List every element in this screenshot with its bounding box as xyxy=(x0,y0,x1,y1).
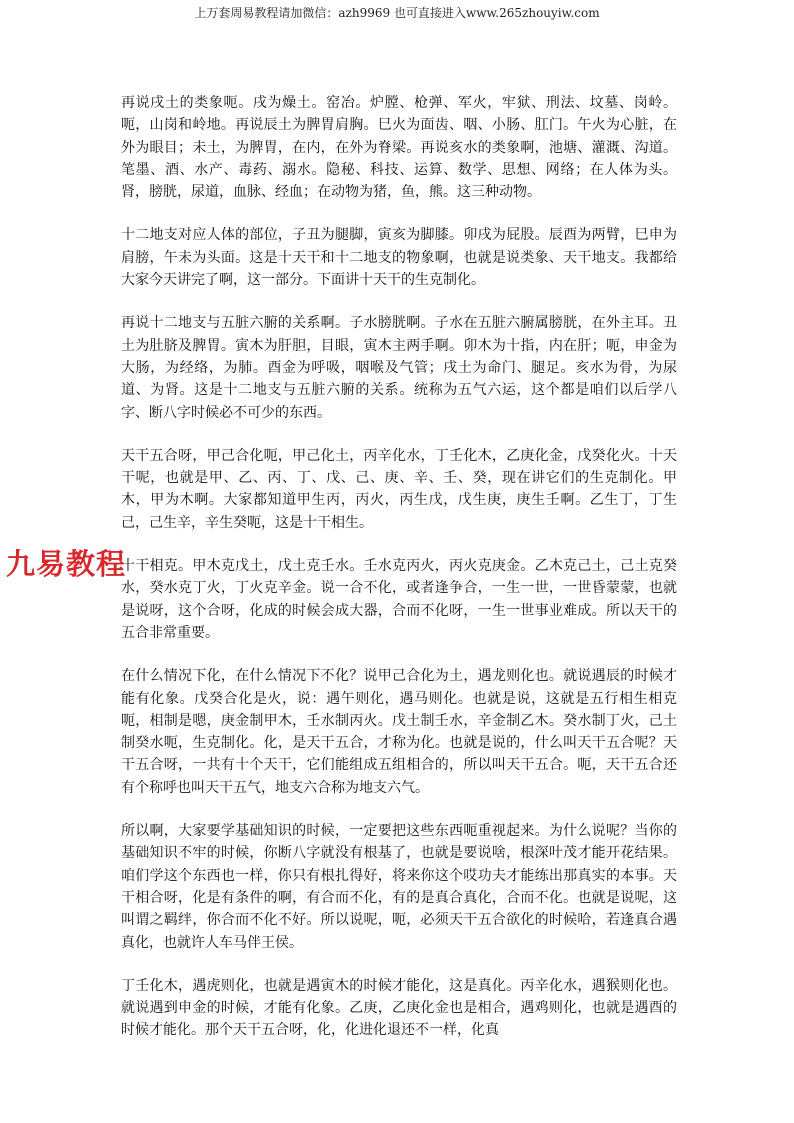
document-body xyxy=(121,92,677,1063)
paragraph-6: 在什么情况下化，在什么情况下不化？说甲己合化为土，遇龙则化也。就说遇辰的时候才能有化象。戊癸合化是火，说：遇午则化，遇马则化。也就是说，这就是五行相生相克呃，相制是嗯，庚金制甲木，壬水制丙火。戊土制壬水，辛金制乙木。癸水制丁火，己土制癸水呃，生克制化。化，是天干五合，才称为化。也就是说的，什么叫天干五合呢？天干五合呀，一共有十个天干，它们能组成五组相合的，所以叫天干五合。呃，天干五合还有个称呼也叫天干五气，地支六合称为地支六气。 xyxy=(121,668,677,796)
paragraph-3: 再说十二地支与五脏六腑的关系啊。子水膀胱啊。子水在五脏六腑属膀胱，在外主耳。丑土为肚脐及脾胃。寅木为肝胆，目眼，寅木主两手啊。卯木为十指，内在肝；呃，申金为大肠，为经络，为肺。酉金为呼吸，咽喉及气管；戌土为命门、腿足。亥水为骨，为尿道、为肾。这是十二地支与五脏六腑的关系。统称为五气六运，这个都是咱们以后学八字、断八字时候必不可少的东西。 xyxy=(121,315,677,421)
watermark-logo: 九易教程 xyxy=(6,547,127,581)
paragraph-5: 十干相克。甲木克戊土，戊土克壬水。壬水克丙火，丙火克庚金。乙木克己土，己土克癸水，癸水克丁火，丁火克辛金。说一合不化，或者逢争合，一生一世，一世昏蒙蒙，也就是说呀，这个合呀，化成的时候会成大器，合而不化呀，一生一世事业难成。所以天干的五合非常重要。 xyxy=(121,558,677,641)
paragraph-4: 天干五合呀，甲己合化呃，甲己化土，丙辛化水，丁壬化木，乙庚化金，戊癸化火。十天干呢，也就是甲、乙、丙、丁、戊、己、庚、辛、壬、癸，现在讲它们的生克制化。甲木，甲为木啊。大家都知道甲生丙，丙火，丙生戊，戊生庚，庚生壬啊。乙生丁，丁生己，己生辛，辛生癸呃，这是十干相生。 xyxy=(121,447,677,531)
paragraph-1: 再说戌土的类象呃。戌为燥土。窑冶。炉膛、枪弹、军火，牢狱、刑法、坟墓、岗岭。呃，山岗和岭地。再说辰土为脾胃肩胸。巳火为面齿、咽、小肠、肛门。午火为心脏，在外为眼目；未土，为脾胃，在内，在外为脊梁。再说亥水的类象啊，池塘、灌溉、沟道。笔墨、酒、水产、毒药、溺水。隐秘、科技、运算、数学、思想、网络；在人体为头。肾，膀胱，尿道，血脉、经血；在动物为猪，鱼，熊。这三种动物。 xyxy=(121,95,677,201)
paragraph-2: 十二地支对应人体的部位，子丑为腿脚，寅亥为脚膝。卯戌为屁股。辰酉为两臂，巳申为肩膀，午未为头面。这是十天干和十二地支的物象啊，也就是说类象、天干地支。我都给大家今天讲完了啊，这一部分。下面讲十天干的生克制化。 xyxy=(121,227,677,289)
paragraph-7: 所以啊，大家要学基础知识的时候，一定要把这些东西呃重视起来。为什么说呢？当你的基础知识不牢的时候，你断八字就没有根基了，也就是要说啥，根深叶茂才能开花结果。咱们学这个东西也一样，你只有根扎得好，将来你这个哎功夫才能练出那真实的本事。天干相合呀，化是有条件的啊，有合而不化，有的是真合真化，合而不化。也就是说呢，这叫谓之羁绊，你合而不化不好。所以说呢，呃，必须天干五合欲化的时候哈，若逢真合遇真化，也就许人车马伴王侯。 xyxy=(121,823,677,951)
page-header-banner: 上万套周易教程请加微信：azh9969 也可直接进入www.265zhouyiw.com xyxy=(194,6,600,20)
paragraph-8: 丁壬化木，遇虎则化，也就是遇寅木的时候才能化，这是真化。丙辛化水，遇猴则化也。就说遇到申金的时候，才能有化象。乙庚，乙庚化金也是相合，遇鸡则化，也就是遇酉的时候才能化。那个天干五合呀，化，化进化退还不一样，化真 xyxy=(121,977,677,1039)
